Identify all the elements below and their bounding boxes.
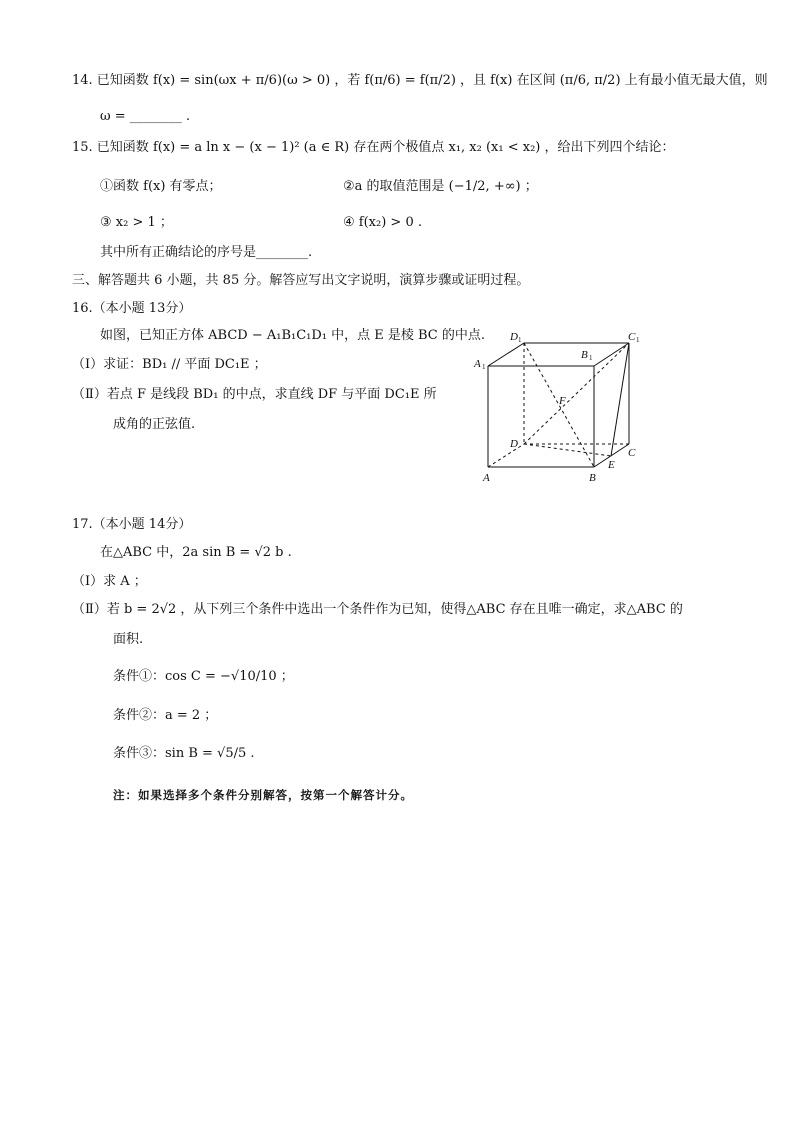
label-f: F <box>559 395 566 407</box>
q16-stem: 如图，已知正方体 ABCD − A₁B₁C₁D₁ 中，点 E 是棱 BC 的中点. <box>100 328 486 343</box>
q15-answer-prompt: 其中所有正确结论的序号是________. <box>100 245 313 260</box>
cube-figure <box>472 326 642 486</box>
q15-option-3: ③ x₂ > 1 ； <box>100 215 173 230</box>
label-b1-sub: 1 <box>589 354 593 362</box>
q15-option-1: ①函数 f(x) 有零点； <box>100 179 222 194</box>
label-c1: C <box>628 331 636 343</box>
label-c1-sub: 1 <box>636 336 640 344</box>
label-a1-sub: 1 <box>482 363 486 371</box>
q14-line2: ω = ________ . <box>100 109 191 124</box>
label-a: A <box>483 472 490 484</box>
q15-option-4: ④ f(x₂) > 0 . <box>343 215 422 230</box>
q14-line1: 14. 已知函数 f(x) = sin(ωx + π/6)(ω > 0) ，若 f(π/6) = f(π/2) ，且 f(x) 在区间 (π/6, π/2) 上有最小值无最大值，则 <box>72 73 768 88</box>
q16-header: 16.（本小题 13分） <box>72 301 192 316</box>
label-d: D <box>510 438 518 450</box>
label-a1: A <box>474 358 481 370</box>
q17-part1: （Ⅰ）求 A ； <box>72 574 147 589</box>
q17-condition-1: 条件①：cos C = −√10/10 ； <box>113 669 294 684</box>
q16-part2-a: （Ⅱ）若点 F 是线段 BD₁ 的中点，求直线 DF 与平面 DC₁E 所 <box>72 387 437 402</box>
label-b: B <box>589 472 596 484</box>
q17-condition-3: 条件③：sin B = √5/5 . <box>113 746 255 761</box>
label-c: C <box>628 447 636 459</box>
q17-condition-2: 条件②：a = 2 ； <box>113 708 218 723</box>
q16-part2-b: 成角的正弦值. <box>113 417 196 432</box>
q16-part1: （Ⅰ）求证：BD₁ // 平面 DC₁E ； <box>72 357 267 372</box>
label-b1: B <box>581 349 588 361</box>
q17-part2-a: （Ⅱ）若 b = 2√2 ，从下列三个条件中选出一个条件作为已知，使得△ABC 存在且唯一确定，求△ABC 的 <box>72 602 683 617</box>
label-d1-sub: 1 <box>518 336 522 344</box>
q17-stem: 在△ABC 中，2a sin B = √2 b . <box>100 545 292 560</box>
label-d1: D <box>510 331 518 343</box>
section-3-header: 三、解答题共 6 小题，共 85 分。解答应写出文字说明，演算步骤或证明过程。 <box>72 273 530 288</box>
q17-header: 17.（本小题 14分） <box>72 517 192 532</box>
label-e: E <box>608 459 615 471</box>
q17-part2-b: 面积. <box>113 632 144 647</box>
q15-option-2: ②a 的取值范围是 (−1/2, +∞) ； <box>343 179 538 194</box>
q15-stem: 15. 已知函数 f(x) = a ln x − (x − 1)² (a ∈ R) 存在两个极值点 x₁, x₂ (x₁ < x₂) ，给出下列四个结论： <box>72 140 675 155</box>
q17-note: 注：如果选择多个条件分别解答，按第一个解答计分。 <box>113 788 413 802</box>
